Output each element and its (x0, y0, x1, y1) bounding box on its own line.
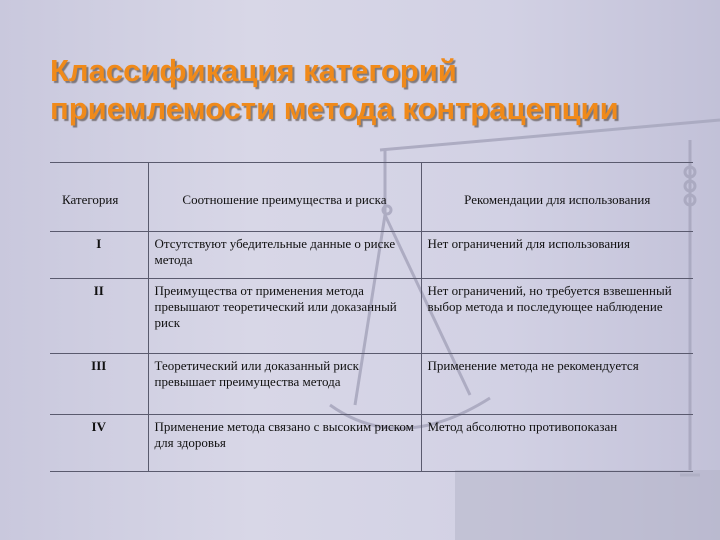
table-header-row (50, 163, 693, 232)
row-category: IV (50, 415, 148, 472)
acceptability-table (50, 162, 693, 472)
header-ratio: Соотношение преимущества и риска (148, 163, 421, 232)
row-recommendation: Применение метода не рекомендуется (421, 354, 693, 415)
slide-title-line-2: приемлемости метода контрацепции (50, 91, 619, 126)
slide-title (50, 52, 690, 128)
slide-title-line-1: Классификация категорий (50, 53, 457, 88)
table-row (50, 279, 693, 354)
header-recommendation: Рекомендации для использования (421, 163, 693, 232)
header-category: Категория (50, 163, 148, 232)
row-category: I (50, 232, 148, 279)
row-ratio: Отсутствуют убедительные данные о риске метода (148, 232, 421, 279)
row-category: II (50, 279, 148, 354)
table-row (50, 232, 693, 279)
row-recommendation: Метод абсолютно противопоказан (421, 415, 693, 472)
row-recommendation: Нет ограничений, но требуется взвешенный выбор метода и последующее наблюдение (421, 279, 693, 354)
row-category: III (50, 354, 148, 415)
table-row (50, 354, 693, 415)
row-ratio: Применение метода связано с высоким риском для здоровья (148, 415, 421, 472)
table-row (50, 415, 693, 472)
row-ratio: Теоретический или доказанный риск превышает преимущества метода (148, 354, 421, 415)
row-ratio: Преимущества от применения метода превышают теоретический или доказанный риск (148, 279, 421, 354)
row-recommendation: Нет ограничений для использования (421, 232, 693, 279)
